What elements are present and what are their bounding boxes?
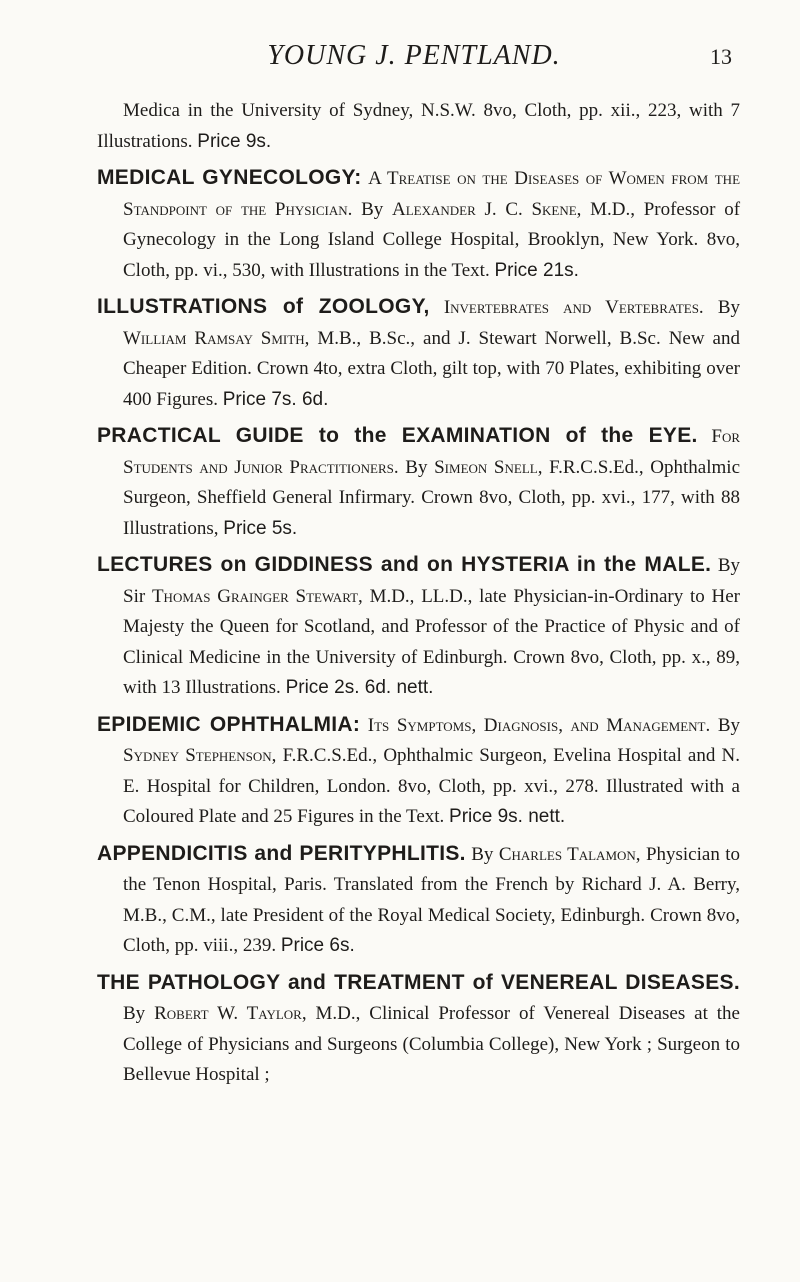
entry-price: Price 2s. 6d. nett. — [285, 677, 434, 698]
page-title: YOUNG J. PENTLAND. — [267, 40, 561, 71]
entry-author: Robert W. Taylor, — [154, 1003, 307, 1024]
entry-price: Price 9s. — [197, 130, 272, 152]
running-head — [96, 38, 732, 78]
entry-details: M.D., Professor of Gynecology in the Long Island College Hospital, Brooklyn, New York. 8vo, Cloth, pp. vi., 530, with Illustrations in the Text. — [123, 198, 741, 281]
entry-by: By — [471, 843, 494, 865]
entry-by: By — [361, 198, 384, 220]
entry-details: F.R.C.S.Ed., Ophthalmic Surgeon, Sheffield General Infirmary. Crown 8vo, Cloth, pp. xvi., 177, with 88 Illustrations, — [123, 456, 740, 539]
entry-subtitle: Its Symptoms, Diagnosis, and Management. — [367, 714, 711, 736]
catalogue-entry — [97, 292, 740, 415]
entry-author: William Ramsay Smith, — [123, 327, 310, 349]
entry-author: Charles Talamon, — [498, 843, 641, 865]
catalogue-content — [97, 96, 740, 1091]
entry-by: By — [405, 456, 428, 478]
catalogue-entry — [97, 710, 740, 833]
entry-heading: MEDICAL GYNECOLOGY: — [97, 166, 362, 189]
entry-details: Medica in the University of Sydney, N.S.W. 8vo, Cloth, pp. xii., 223, with 7 Illustrations. — [97, 100, 740, 152]
entry-price: Price 7s. 6d. — [222, 388, 329, 410]
entry-heading: APPENDICITIS and PERITYPHLITIS. — [97, 841, 466, 865]
entry-details: F.R.C.S.Ed., Ophthalmic Surgeon, Evelina Hospital and N. E. Hospital for Children, London. 8vo, Cloth, pp. xvi., 278. Illustrated with a Coloured Plate and 25 Figures in the Text. — [123, 745, 741, 827]
entry-heading: PRACTICAL GUIDE to the EXAMINATION of the EYE. — [97, 424, 698, 447]
entry-author: Thomas Grainger Stewart, — [151, 585, 363, 607]
entry-by: By — [717, 297, 740, 318]
page-number: 13 — [710, 44, 732, 69]
entry-subtitle: A Treatise on the Diseases of Women from the Standpoint of the Physician. — [123, 168, 741, 220]
entry-details: Physician to the Tenon Hospital, Paris. Translated from the French by Richard J. A. Berry, M.B., C.M., late President of the Royal Medical Society, Edinburgh. Crown 8vo, Cloth, pp. viii., 239. — [123, 843, 741, 956]
entry-price: Price 6s. — [280, 935, 355, 956]
entry-heading: ILLUSTRATIONS of ZOOLOGY, — [97, 295, 430, 318]
continued-entry — [97, 96, 740, 157]
catalogue-entry — [97, 163, 740, 286]
entry-author: Alexander J. C. Skene, — [391, 198, 582, 220]
entry-by: By — [123, 1003, 146, 1024]
entry-subtitle: For Students and Junior Practitioners. — [123, 426, 741, 478]
entry-heading: EPIDEMIC OPHTHALMIA: — [97, 712, 361, 736]
entry-details: M.D., LL.D., late Physician-in-Ordinary to Her Majesty the Queen for Scotland, and Professor of the Practice of Physic and of Clinical Medicine in the University of Edinburgh. Crown 8vo, Cloth, pp. x., 89, with 13 Illustrations. — [123, 585, 741, 698]
entry-details: M.B., B.Sc., and J. Stewart Norwell, B.Sc. New and Cheaper Edition. Crown 4to, extra Cloth, gilt top, with 70 Plates, exhibiting over 400 Figures. — [123, 327, 740, 410]
entry-subtitle: Invertebrates and Vertebrates. — [443, 297, 704, 318]
entry-author: Sydney Stephenson, — [123, 745, 277, 766]
entry-price: Price 21s. — [494, 259, 579, 281]
entry-author: Simeon Snell, — [434, 456, 543, 478]
entry-heading: LECTURES on GIDDINESS and on HYSTERIA in the MALE. — [97, 553, 712, 576]
catalogue-entry — [97, 968, 740, 1091]
catalogue-entry — [97, 550, 740, 704]
entry-details: M.D., Clinical Professor of Venereal Diseases at the College of Physicians and Surgeons (Columbia College), New York ; Surgeon to Bellevue Hospital ; — [123, 1003, 740, 1085]
entry-price: Price 5s. — [223, 517, 298, 539]
entry-heading: THE PATHOLOGY and TREATMENT of VENEREAL DISEASES. — [97, 970, 740, 994]
entry-by: By Sir — [123, 555, 740, 607]
entry-by: By — [717, 714, 741, 736]
catalogue-entry — [97, 839, 740, 962]
catalogue-entry — [97, 421, 740, 544]
entry-price: Price 9s. nett. — [449, 806, 566, 827]
